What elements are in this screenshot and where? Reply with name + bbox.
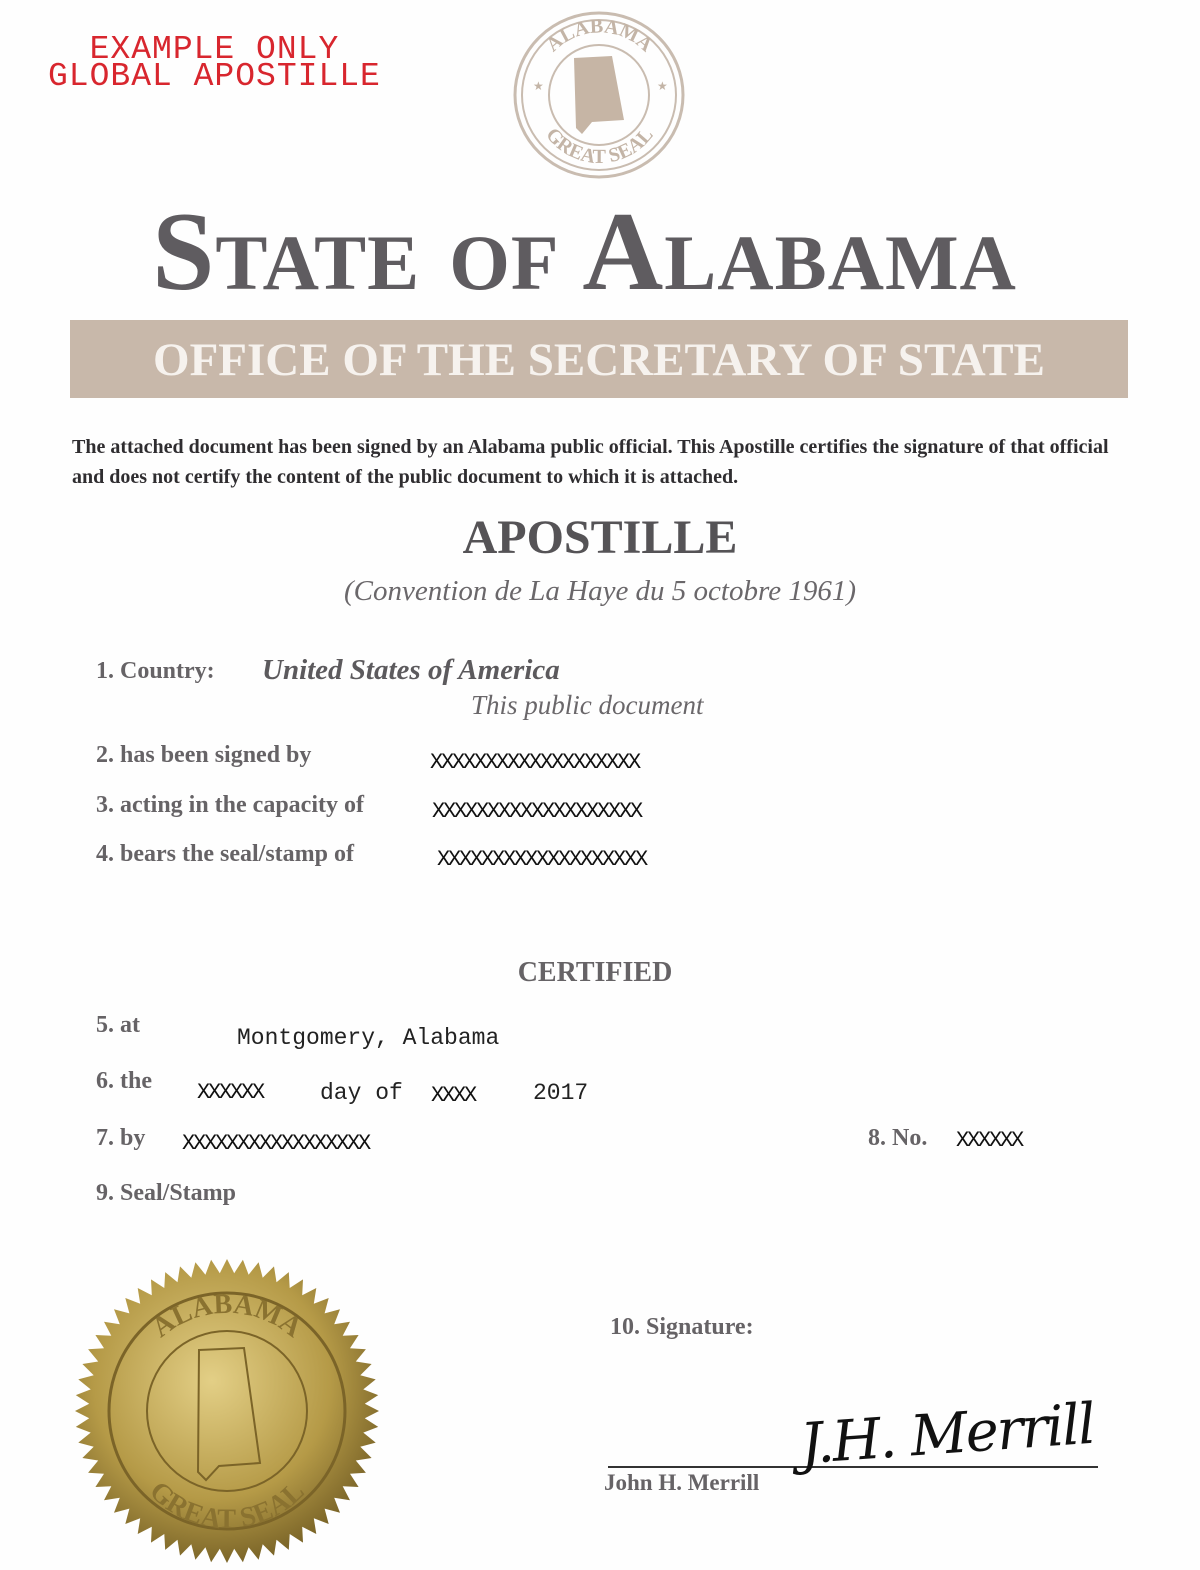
number-label: 8. No. xyxy=(868,1125,928,1151)
alabama-seal-top xyxy=(512,10,687,180)
at-value: Montgomery, Alabama xyxy=(237,1025,500,1051)
intro-text: The attached document has been signed by an Alabama public official. This Apostille certifies the signature of that official and does not certify the content of the public document to which it is attached. xyxy=(72,436,1109,488)
day-value: XXXXXX xyxy=(197,1080,264,1105)
number-value: XXXXXX xyxy=(956,1128,1023,1153)
signer-name: John H. Merrill xyxy=(604,1470,760,1495)
svg-text:GREAT SEAL: GREAT SEAL xyxy=(541,123,658,168)
capacity-value: XXXXXXXXXXXXXXXXXXX xyxy=(432,799,642,824)
certified-title: CERTIFIED xyxy=(517,957,673,988)
svg-text:★: ★ xyxy=(657,79,668,93)
year-value: 2017 xyxy=(533,1080,589,1106)
example-watermark xyxy=(48,31,381,95)
the-label: 6. the xyxy=(96,1068,152,1094)
month-value: XXXX xyxy=(431,1083,476,1108)
by-value: XXXXXXXXXXXXXXXXX xyxy=(182,1131,370,1156)
handwritten-signature: J.H. Merrill xyxy=(798,1391,1097,1478)
capacity-label: 3. acting in the capacity of xyxy=(96,792,364,818)
watermark-line2: GLOBAL APOSTILLE xyxy=(48,58,381,95)
watermark-line1: EXAMPLE ONLY xyxy=(89,31,340,68)
signed-by-value: XXXXXXXXXXXXXXXXXXX xyxy=(430,750,640,775)
page-title: State of Alabama xyxy=(152,190,1017,314)
svg-text:ALABAMA: ALABAMA xyxy=(542,15,657,57)
at-label: 5. at xyxy=(96,1012,140,1038)
apostille-subtitle: (Convention de La Haye du 5 octobre 1961) xyxy=(344,575,856,607)
signature-label: 10. Signature: xyxy=(610,1314,754,1340)
seal-of-value: XXXXXXXXXXXXXXXXXXX xyxy=(437,847,647,872)
country-label: 1. Country: xyxy=(96,658,215,684)
office-banner: OFFICE OF THE SECRETARY OF STATE xyxy=(70,320,1128,398)
public-document-text: This public document xyxy=(471,690,704,720)
apostille-title: APOSTILLE xyxy=(462,511,738,564)
seal-of-label: 4. bears the seal/stamp of xyxy=(96,841,354,867)
day-of-text: day of xyxy=(320,1080,403,1106)
gold-seal xyxy=(74,1258,380,1564)
country-value: United States of America xyxy=(262,654,560,686)
by-label: 7. by xyxy=(96,1125,146,1151)
svg-text:ALABAMA: ALABAMA xyxy=(146,1288,308,1344)
svg-text:GREAT SEAL: GREAT SEAL xyxy=(143,1475,311,1536)
signed-by-label: 2. has been signed by xyxy=(96,742,312,768)
svg-text:★: ★ xyxy=(533,79,544,93)
seal-stamp-label: 9. Seal/Stamp xyxy=(96,1180,237,1206)
